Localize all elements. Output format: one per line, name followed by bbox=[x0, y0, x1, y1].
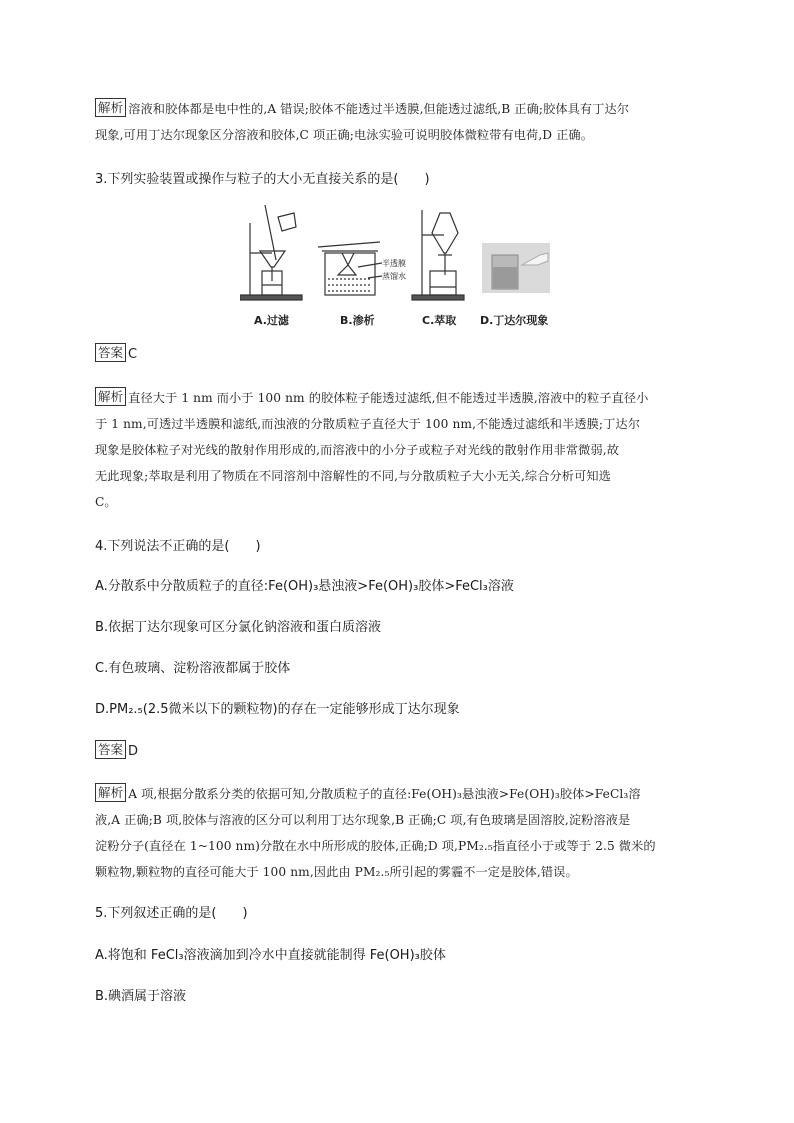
caption-extraction: C.萃取 bbox=[422, 314, 457, 327]
analysis-line: 无此现象;萃取是利用了物质在不同溶剂中溶解性的不同,与分散质粒子大小无关,综合分析可知选 bbox=[95, 469, 611, 483]
analysis-block-q4 bbox=[95, 781, 707, 885]
extraction-apparatus bbox=[412, 210, 464, 300]
question-3-stem: 3.下列实验装置或操作与粒子的大小无直接关系的是( ) bbox=[95, 172, 430, 187]
question-4-option-a: A.分散系中分散质粒子的直径:Fe(OH)₃悬浊液>Fe(OH)₃胶体>FeCl₃溶液 bbox=[95, 579, 514, 594]
question-5-option-a: A.将饱和 FeCl₃溶液滴加到冷水中直接就能制得 Fe(OH)₃胶体 bbox=[95, 948, 446, 963]
analysis-line: 现象,可用丁达尔现象区分溶液和胶体,C 项正确;电泳实验可说明胶体微粒带有电荷,D 正确。 bbox=[95, 128, 594, 142]
analysis-tag: 解析 bbox=[95, 783, 126, 802]
question-4-stem: 4.下列说法不正确的是( ) bbox=[95, 539, 261, 554]
analysis-line: 于 1 nm,可透过半透膜和滤纸,而浊液的分散质粒子直径大于 100 nm,不能透过滤纸和半透膜;丁达尔 bbox=[95, 417, 641, 431]
analysis-line: 淀粉分子(直径在 1~100 nm)分散在水中所形成的胶体,正确;D 项,PM₂.₅指直径小于或等于 2.5 微米的 bbox=[95, 839, 656, 853]
caption-dialysis: B.渗析 bbox=[340, 314, 375, 327]
analysis-line: C。 bbox=[95, 495, 117, 509]
answer-tag: 答案 bbox=[95, 343, 126, 362]
caption-filtration: A.过滤 bbox=[254, 314, 289, 327]
question-4-option-d: D.PM₂.₅(2.5微米以下的颗粒物)的存在一定能够形成丁达尔现象 bbox=[95, 702, 460, 717]
analysis-block-q3 bbox=[95, 385, 707, 515]
analysis-line: 现象是胶体粒子对光线的散射作用形成的,而溶液中的小分子或粒子对光线的散射作用非常微弱,故 bbox=[95, 443, 620, 457]
analysis-line: 解析 直径大于 1 nm 而小于 100 nm 的胶体粒子能透过滤纸,但不能透过半透膜,溶液中的粒子直径小 bbox=[95, 385, 707, 411]
analysis-line: 液,A 正确;B 项,胶体与溶液的区分可以利用丁达尔现象,B 正确;C 项,有色玻璃是固溶胶,淀粉溶液是 bbox=[95, 813, 631, 827]
answer-q4: 答案 D bbox=[95, 740, 707, 762]
analysis-block-q2 bbox=[95, 96, 707, 148]
analysis-line: 颗粒物,颗粒物的直径可能大于 100 nm,因此由 PM₂.₅所引起的雾霾不一定是胶体,错误。 bbox=[95, 865, 578, 879]
apparatus-illustration bbox=[240, 205, 560, 310]
analysis-line: 解析 A 项,根据分散系分类的依据可知,分散质粒子的直径:Fe(OH)₃悬浊液>Fe(OH)₃胶体>FeCl₃溶 bbox=[95, 781, 707, 807]
analysis-line: 解析 溶液和胶体都是电中性的,A 错误;胶体不能透过半透膜,但能透过滤纸,B 正确;胶体具有丁达尔 bbox=[95, 96, 707, 122]
dialysis-apparatus bbox=[318, 242, 382, 295]
question-5-stem: 5.下列叙述正确的是( ) bbox=[95, 906, 248, 921]
caption-tyndall: D.丁达尔现象 bbox=[480, 314, 549, 327]
label-distilled-water: 蒸馏水 bbox=[382, 272, 406, 281]
answer-tag: 答案 bbox=[95, 740, 126, 759]
question-5-option-b: B.碘酒属于溶液 bbox=[95, 989, 187, 1004]
analysis-tag: 解析 bbox=[95, 387, 126, 406]
analysis-tag: 解析 bbox=[95, 98, 126, 117]
answer-q3: 答案 C bbox=[95, 343, 707, 365]
tyndall-photo bbox=[482, 243, 550, 293]
question-4-option-b: B.依据丁达尔现象可区分氯化钠溶液和蛋白质溶液 bbox=[95, 620, 382, 635]
label-semipermeable-membrane: 半透膜 bbox=[382, 259, 406, 268]
q3-apparatus-figure bbox=[240, 205, 560, 330]
question-4-option-c: C.有色玻璃、淀粉溶液都属于胶体 bbox=[95, 661, 291, 676]
filtration-apparatus bbox=[240, 205, 302, 300]
